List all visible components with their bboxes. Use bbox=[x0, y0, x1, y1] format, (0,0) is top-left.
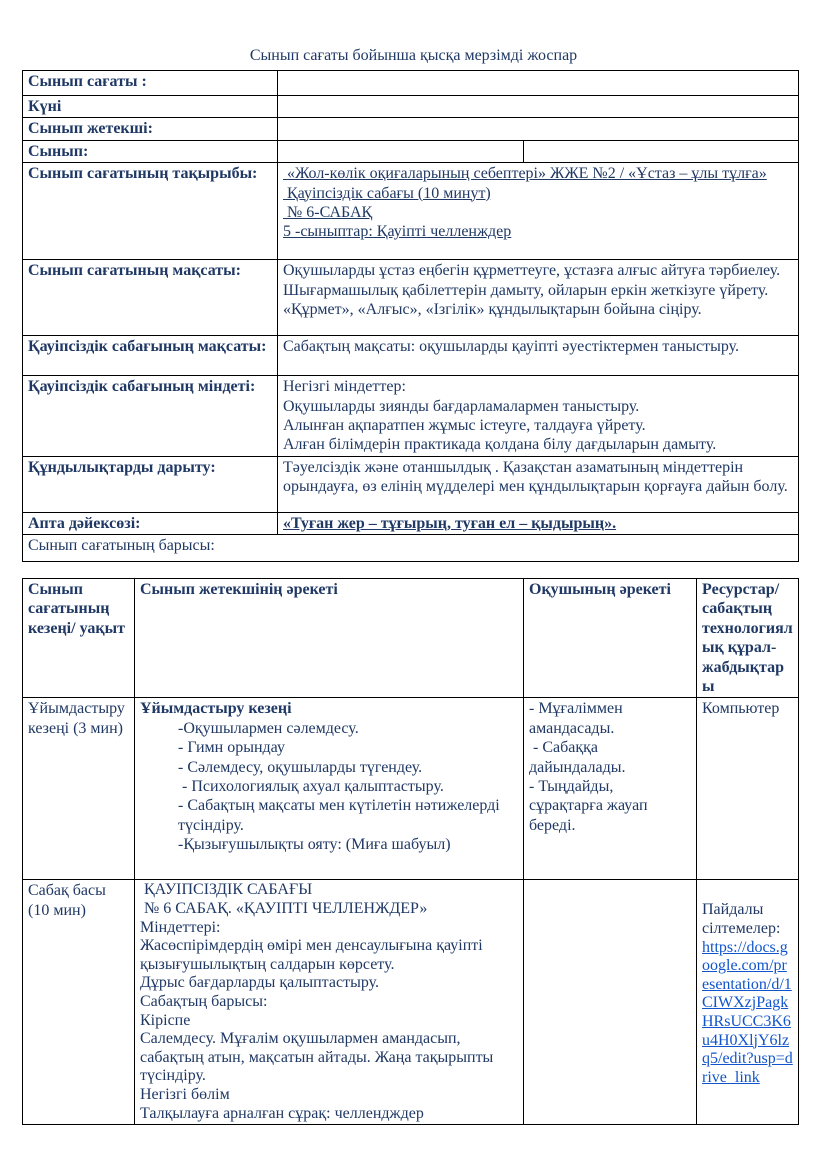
text-line: -Қызығушылықты ояту: (Миға шабуыл) bbox=[178, 836, 451, 854]
text-line: -Оқушылармен сәлемдесу. bbox=[178, 719, 359, 737]
header-stage: Сынып сағатының кезеңі/ уақыт bbox=[23, 579, 135, 698]
text-line: Оқушыларды ұстаз еңбегін құрметтеуге, ұстазға алғыс айтуға тәрбиелеу. bbox=[283, 262, 781, 280]
row-value-right bbox=[524, 140, 799, 162]
text-line: - Психологиялық ахуал қалыптастыру. bbox=[178, 778, 444, 796]
document-title: Сынып сағаты бойынша қысқа мерзімді жоспар bbox=[249, 47, 578, 64]
row-value bbox=[278, 163, 799, 260]
stage-cell: Ұйымдастыру кезеңі (3 мин) bbox=[23, 698, 135, 880]
text-line: Жасөспірімдердің өмірі мен денсаулығына қауіпті қызығушылықтың салдарын көрсету. bbox=[140, 937, 487, 973]
row-label: Сынып сағаты : bbox=[23, 71, 278, 96]
stage-cell: Сабақ басы (10 мин) bbox=[23, 880, 135, 1125]
presentation-link[interactable]: https://docs.google.com/presentation/d/1CIWXzjPagkHRsUCC3K6u4H0XljY6lzq5/edit?usp=drive_link bbox=[702, 938, 793, 1086]
text-line: Ұйымдастыру кезеңі bbox=[140, 700, 292, 718]
header-student-action: Оқушының әрекеті bbox=[524, 579, 697, 698]
table-row bbox=[23, 163, 799, 260]
row-label: Сынып сағатының тақырыбы: bbox=[23, 163, 278, 260]
text-line: Дұрыс бағдарларды қалыптастыру. bbox=[140, 974, 379, 992]
table-row bbox=[23, 376, 799, 457]
info-table bbox=[22, 70, 799, 562]
header-resources: Ресурстар/ сабақтың технологиялық құрал-жабдықтары bbox=[697, 579, 799, 698]
text-line: - Гимн орындау bbox=[178, 739, 285, 757]
text-line: «Құрмет», «Алғыс», «Ізгілік» құндылықтарын бойына сіңіру. bbox=[283, 301, 702, 319]
text-line: Сабақтың мақсаты: оқушыларды қауіпті әуестіктермен таныстыру. bbox=[283, 338, 740, 356]
text-line: Сабақтың барысы: bbox=[140, 993, 268, 1010]
text-line: Негізгі міндеттер: bbox=[283, 378, 406, 396]
text-line: - Сабаққа дайындалады. bbox=[529, 739, 626, 776]
header-teacher-action: Сынып жетекшінің әрекеті bbox=[135, 579, 524, 698]
row-label: Құндылықтарды дарыту: bbox=[23, 456, 278, 512]
table-row bbox=[23, 140, 799, 162]
row-label: Қауіпсіздік сабағының мақсаты: bbox=[23, 336, 278, 376]
resources-cell: Компьютер bbox=[697, 698, 799, 880]
text-line: Негізгі бөлім bbox=[140, 1085, 230, 1103]
row-value bbox=[278, 71, 799, 96]
resources-label: Пайдалы сілтемелер: bbox=[702, 901, 781, 938]
table-row bbox=[23, 118, 799, 140]
row-value-left bbox=[278, 140, 524, 162]
table-row bbox=[23, 96, 799, 118]
table-row bbox=[23, 880, 799, 1125]
text-line: ҚАУІПСІЗДІК САБАҒЫ bbox=[140, 881, 313, 899]
resources-cell bbox=[697, 880, 799, 1125]
row-value bbox=[278, 456, 799, 512]
text-line: № 6 САБАҚ. «ҚАУІПТІ ЧЕЛЛЕНЖДЕР» bbox=[140, 900, 428, 918]
text-line: Қауіпсіздік сабағы (10 минут) bbox=[283, 184, 491, 202]
table-row bbox=[23, 456, 799, 512]
table-row bbox=[23, 260, 799, 336]
row-value bbox=[278, 118, 799, 140]
table-row bbox=[23, 71, 799, 96]
row-value bbox=[278, 376, 799, 457]
student-action-cell bbox=[524, 698, 697, 880]
text-line: - Тыңдайды, сұрақтарға жауап береді. bbox=[529, 778, 652, 834]
row-value bbox=[278, 96, 799, 118]
text-line: Талқылауға арналған сұрақ: челлендждер bbox=[140, 1104, 424, 1122]
text-line: Алған білімдерін практикада қолдана білу дағдыларын дамыту. bbox=[283, 436, 717, 454]
text-line: Оқушыларды зиянды бағдарламалармен таныстыру. bbox=[283, 397, 640, 415]
week-quote: «Туған жер – тұғырың, туған ел – қыдырың». bbox=[283, 514, 617, 532]
row-label: Сынып сағатының мақсаты: bbox=[23, 260, 278, 336]
text-line: Міндеттері: bbox=[140, 918, 221, 936]
teacher-action-cell bbox=[135, 880, 524, 1125]
row-label: Сынып: bbox=[23, 140, 278, 162]
row-label: Қауіпсіздік сабағының міндеті: bbox=[23, 376, 278, 457]
text-line: «Жол-көлік оқиғаларының себептері» ЖЖЕ №2 / «Ұстаз – ұлы тұлға» bbox=[283, 165, 767, 183]
row-value bbox=[278, 512, 799, 534]
text-line: Шығармашылық қабілеттерін дамыту, ойларын еркін жеткізуге үйрету. bbox=[283, 281, 769, 299]
text-line: Салемдесу. Мұғалім оқушылармен амандасып, сабақтың атын, мақсатын айтады. Жаңа тақырыпты түсіндіру. bbox=[140, 1030, 498, 1085]
row-label: Сынып жетекші: bbox=[23, 118, 278, 140]
text-line: Алынған ақпаратпен жұмыс істеуге, талдауға үйрету. bbox=[283, 417, 646, 435]
student-action-cell bbox=[524, 880, 697, 1125]
plan-table bbox=[22, 578, 799, 1125]
row-value bbox=[278, 336, 799, 376]
table-row bbox=[23, 698, 799, 880]
row-label: Күні bbox=[23, 96, 278, 118]
table-row bbox=[23, 512, 799, 534]
text-line: 5 -сыныптар: Қауіпті челленждер bbox=[283, 223, 512, 241]
text-line: Кіріспе bbox=[140, 1011, 191, 1029]
text-line: - Сәлемдесу, оқушыларды түгендеу. bbox=[178, 758, 423, 776]
text-line: - Мұғаліммен амандасады. bbox=[529, 700, 627, 737]
text-line: - Сабақтың мақсаты мен күтілетін нәтижелерді түсіндіру. bbox=[178, 797, 504, 834]
teacher-action-cell bbox=[135, 698, 524, 880]
table-header-row bbox=[23, 579, 799, 698]
table-row bbox=[23, 336, 799, 376]
table-row bbox=[23, 535, 799, 562]
text-line: № 6-САБАҚ bbox=[283, 204, 373, 222]
row-label: Апта дәйексөзі: bbox=[23, 512, 278, 534]
row-value bbox=[278, 260, 799, 336]
text-line: Тәуелсіздік және отаншылдық . Қазақстан азаматының міндеттерін орындауға, өз елінің мүдделері мен құндылықтарын қорғауға дайын болу. bbox=[283, 458, 788, 496]
row-label-full: Сынып сағатының барысы: bbox=[23, 535, 799, 562]
